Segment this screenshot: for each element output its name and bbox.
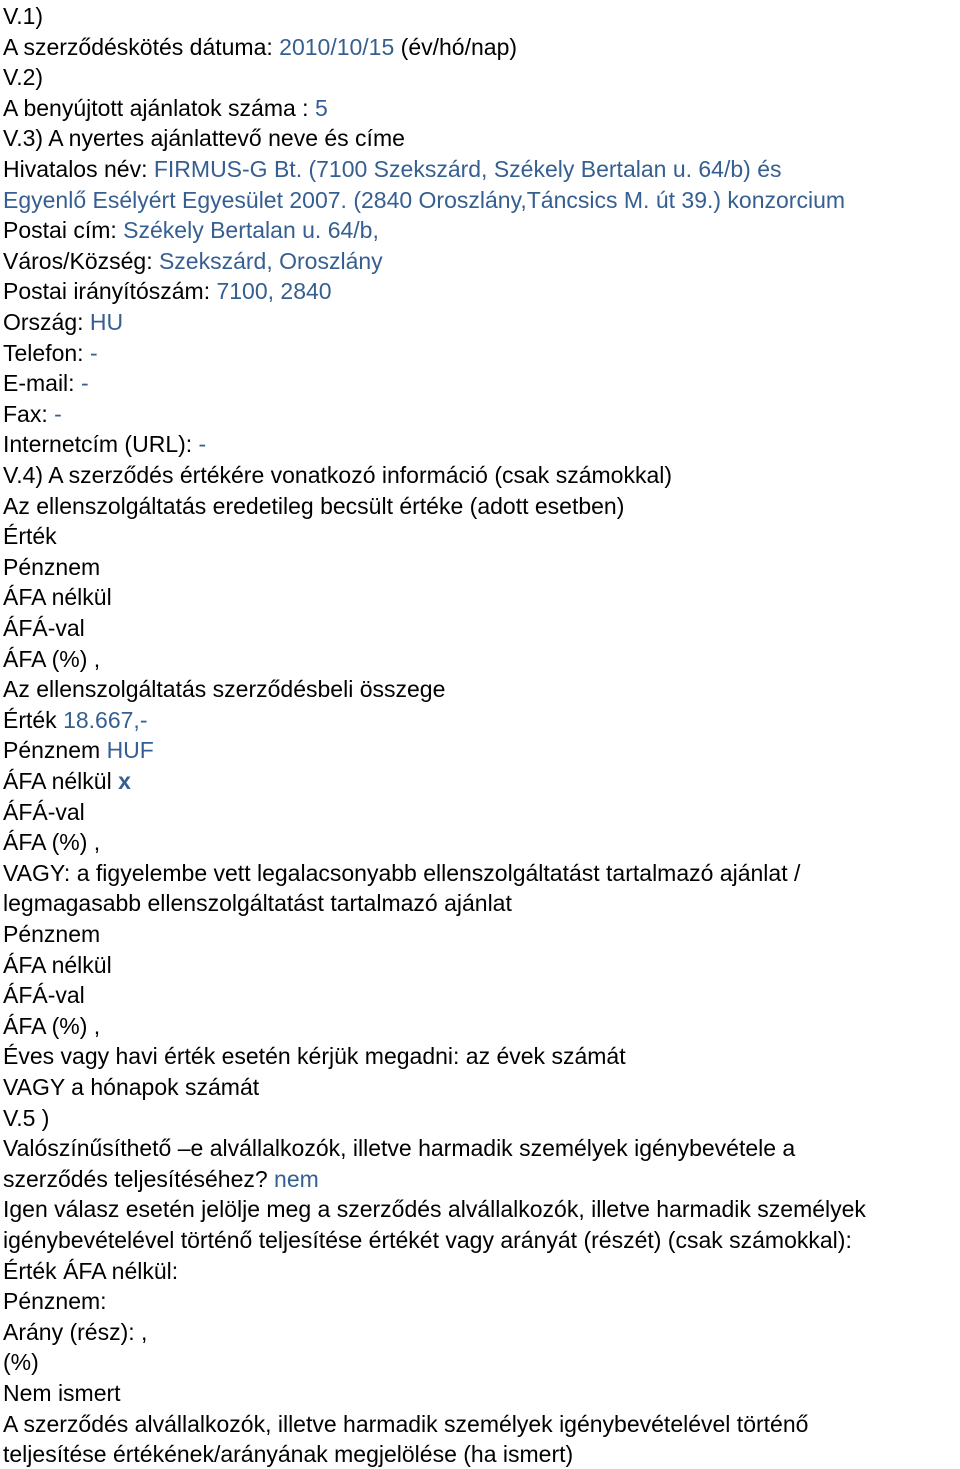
line-label: ÁFA (%) , bbox=[3, 645, 101, 672]
line-label: ÁFA (%) , bbox=[3, 1012, 101, 1039]
line-label: VAGY a hónapok számát bbox=[3, 1074, 260, 1100]
line-label: ÁFA (%) , bbox=[3, 829, 101, 856]
document-line bbox=[3, 215, 379, 245]
line-value: HU bbox=[89, 309, 124, 335]
line-label: V.2) bbox=[3, 64, 44, 91]
line-label: A szerződéskötés dátuma: bbox=[3, 33, 280, 60]
line-value: nem bbox=[274, 1165, 319, 1192]
document-line bbox=[3, 399, 62, 429]
line-label: Nem ismert bbox=[3, 1380, 121, 1406]
line-label: Az ellenszolgáltatás szerződésbeli összege bbox=[3, 676, 446, 703]
document-line bbox=[3, 1164, 319, 1194]
document-line bbox=[3, 827, 100, 857]
line-label: V.5 ) bbox=[3, 1104, 50, 1131]
document-line bbox=[3, 1317, 147, 1347]
line-label: Pénznem bbox=[3, 921, 101, 947]
line-label: ÁFÁ-val bbox=[3, 615, 85, 641]
line-value: - bbox=[89, 339, 98, 366]
line-label: ÁFÁ-val bbox=[3, 798, 85, 825]
line-label: ÁFÁ-val bbox=[3, 982, 85, 1009]
document-line bbox=[3, 1133, 795, 1163]
line-label: Internetcím (URL): bbox=[3, 431, 199, 458]
document-line bbox=[3, 766, 131, 796]
document-line bbox=[3, 980, 85, 1010]
document-line bbox=[3, 62, 43, 92]
document-line bbox=[3, 93, 328, 123]
document-line bbox=[3, 276, 332, 306]
line-value: 7100, 2840 bbox=[216, 278, 332, 305]
document-line bbox=[3, 307, 123, 337]
line-label: ÁFA nélkül bbox=[3, 584, 112, 611]
document-line bbox=[3, 674, 445, 704]
document-line bbox=[3, 123, 405, 153]
document-line bbox=[3, 429, 206, 459]
line-value: 2010/10/15 bbox=[279, 33, 395, 60]
line-label: Az ellenszolgáltatás eredetileg becsült értéke (adott esetben) bbox=[3, 492, 625, 519]
line-label: igénybevételével történő teljesítése értékét vagy arányát (részét) (csak számokkal): bbox=[3, 1227, 852, 1253]
line-label: A szerződés alvállalkozók, illetve harmadik személyek igénybevételével történő bbox=[3, 1410, 809, 1437]
document-line bbox=[3, 1225, 852, 1255]
line-label: (%) bbox=[3, 1349, 39, 1376]
line-label: ÁFA nélkül bbox=[3, 951, 112, 978]
document-line bbox=[3, 460, 672, 490]
line-label: Arány (rész): , bbox=[3, 1318, 148, 1345]
document-line bbox=[3, 32, 517, 62]
line-label: Pénznem: bbox=[3, 1288, 107, 1315]
line-label: V.3) A nyertes ajánlattevő neve és címe bbox=[3, 125, 405, 152]
document-line bbox=[3, 1072, 259, 1102]
document-line bbox=[3, 644, 100, 674]
document-line bbox=[3, 1194, 866, 1224]
line-suffix: (év/hó/nap) bbox=[394, 33, 518, 60]
document-line bbox=[3, 919, 100, 949]
line-value: x bbox=[118, 768, 131, 794]
line-label: V.1) bbox=[3, 3, 44, 29]
line-label: Hivatalos név: bbox=[3, 156, 154, 182]
document-line bbox=[3, 797, 85, 827]
document-line bbox=[3, 491, 624, 521]
line-value: Szekszárd, Oroszlány bbox=[158, 247, 383, 274]
line-label: VAGY: a figyelembe vett legalacsonyabb ellenszolgáltatást tartalmazó ajánlat / bbox=[3, 859, 801, 886]
document-line bbox=[3, 1439, 573, 1469]
line-value: Székely Bertalan u. 64/b, bbox=[123, 217, 379, 244]
document-line bbox=[3, 1347, 39, 1377]
line-value: HUF bbox=[106, 737, 154, 764]
line-value: 5 bbox=[314, 94, 328, 121]
document-line bbox=[3, 950, 112, 980]
document-line bbox=[3, 735, 154, 765]
document-line bbox=[3, 1103, 49, 1133]
line-value: - bbox=[80, 370, 89, 397]
line-label: ÁFA nélkül bbox=[3, 768, 119, 794]
document-line bbox=[3, 888, 512, 918]
document-line bbox=[3, 705, 147, 735]
document-line bbox=[3, 185, 845, 215]
line-label: A benyújtott ajánlatok száma : bbox=[3, 94, 315, 121]
line-label: Valószínűsíthető –e alvállalkozók, illetve harmadik személyek igénybevétele a bbox=[3, 1135, 796, 1162]
line-label: Postai irányítószám: bbox=[3, 278, 217, 305]
line-label: szerződés teljesítéséhez? bbox=[3, 1165, 275, 1192]
document-line bbox=[3, 552, 100, 582]
line-label: teljesítése értékének/arányának megjelölése (ha ismert) bbox=[3, 1441, 574, 1468]
line-label: Telefon: bbox=[3, 339, 90, 366]
line-label: Éves vagy havi érték esetén kérjük megadni: az évek számát bbox=[3, 1043, 626, 1070]
line-label: Igen válasz esetén jelölje meg a szerződés alvállalkozók, illetve harmadik személyek bbox=[3, 1196, 866, 1223]
line-label: Postai cím: bbox=[3, 217, 124, 244]
document-line bbox=[3, 582, 112, 612]
line-value: - bbox=[198, 431, 207, 458]
line-value: 18.667,- bbox=[63, 706, 148, 733]
document-line bbox=[3, 154, 782, 184]
line-value: - bbox=[54, 400, 62, 427]
line-label: Érték bbox=[3, 523, 57, 550]
line-label: V.4) A szerződés értékére vonatkozó információ (csak számokkal) bbox=[3, 462, 672, 488]
line-label: Város/Község: bbox=[3, 247, 159, 274]
line-label: Érték ÁFA nélkül: bbox=[3, 1257, 179, 1284]
line-label: E-mail: bbox=[3, 370, 81, 397]
line-label: Érték bbox=[3, 706, 64, 733]
document-line bbox=[3, 368, 89, 398]
document-line bbox=[3, 1286, 107, 1316]
document-line bbox=[3, 1, 43, 31]
document-line bbox=[3, 1041, 626, 1071]
document-line bbox=[3, 1409, 808, 1439]
line-label: Ország: bbox=[3, 309, 90, 335]
document-line bbox=[3, 1378, 121, 1408]
document-line bbox=[3, 858, 800, 888]
document-line bbox=[3, 521, 57, 551]
document-line bbox=[3, 338, 98, 368]
document-line bbox=[3, 613, 85, 643]
line-label: Fax: bbox=[3, 400, 55, 427]
line-value: Egyenlő Esélyért Egyesület 2007. (2840 Oroszlány,Táncsics M. út 39.) konzorcium bbox=[3, 186, 846, 213]
document-line bbox=[3, 246, 383, 276]
line-label: Pénznem bbox=[3, 737, 107, 764]
line-value: FIRMUS-G Bt. (7100 Szekszárd, Székely Bertalan u. 64/b) és bbox=[153, 156, 782, 182]
line-label: legmagasabb ellenszolgáltatást tartalmazó ajánlat bbox=[3, 890, 512, 917]
document-line bbox=[3, 1256, 178, 1286]
line-label: Pénznem bbox=[3, 553, 101, 580]
document-line bbox=[3, 1011, 100, 1041]
